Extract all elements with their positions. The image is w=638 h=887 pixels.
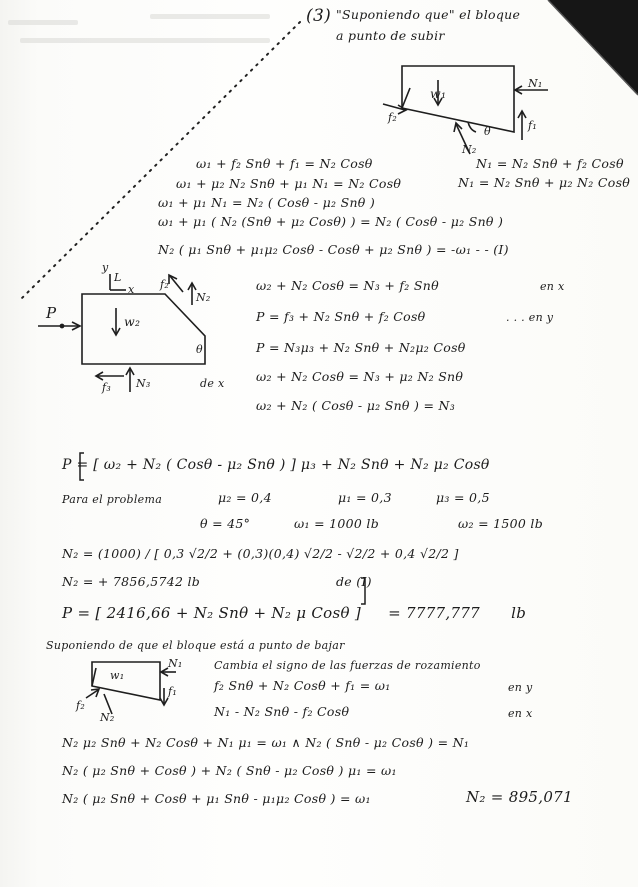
label-n2: N₂ xyxy=(462,143,477,156)
equation-line: N₂ ( μ₂ Snθ + Cosθ ) + N₂ ( Snθ - μ₂ Cosθ ) μ₁ = ω₁ xyxy=(62,763,397,778)
equation-line: ω₁ + f₂ Snθ + f₁ = N₂ Cosθ xyxy=(196,156,373,171)
equation-axis-tag: en x xyxy=(540,280,565,293)
p-value-result: = 7777,777 xyxy=(388,604,481,622)
block-diagram-3 xyxy=(86,662,176,714)
n2-result: N₂ = 895,071 xyxy=(466,788,573,806)
label-n1: N₁ xyxy=(528,77,543,90)
label-theta: θ xyxy=(196,343,203,356)
label-y-axis: y xyxy=(102,261,109,274)
label-n2: N₂ xyxy=(196,291,211,304)
equation-line: f₂ Snθ + N₂ Cosθ + f₁ = ω₁ xyxy=(214,678,391,693)
assumption-heading-line1: "Suponiendo que" el bloque xyxy=(336,7,521,22)
value-mu3: μ₃ = 0,5 xyxy=(436,490,490,505)
equation-axis-tag: en x xyxy=(508,707,533,720)
equation-line: ω₁ + μ₁ N₁ = N₂ ( Cosθ - μ₂ Snθ ) xyxy=(158,195,376,210)
value-w2: ω₂ = 1500 lb xyxy=(458,516,544,531)
problem-number: (3) xyxy=(306,6,331,26)
equation-line: ω₂ + N₂ Cosθ = N₃ + f₂ Snθ xyxy=(256,278,439,293)
label-f1: f₁ xyxy=(528,119,538,132)
equation-line: P = N₃μ₃ + N₂ Snθ + N₂μ₂ Cosθ xyxy=(256,340,466,355)
assumption-heading-line2: a punto de subir xyxy=(336,28,445,43)
n2-value: N₂ = + 7856,5742 lb xyxy=(62,574,201,589)
label-x-axis: x xyxy=(128,283,135,296)
label-w2: w₂ xyxy=(124,314,141,329)
label-f2: f₂ xyxy=(160,278,170,291)
label-n1: N₁ xyxy=(168,657,183,670)
equation-axis-tag: en y xyxy=(508,681,533,694)
problem-label: Para el problema xyxy=(62,493,163,506)
equation-axis-tag: . . . en y xyxy=(506,311,554,324)
equation-line: ω₂ + N₂ Cosθ = N₃ + μ₂ N₂ Snθ xyxy=(256,369,464,384)
label-theta: θ xyxy=(484,125,491,138)
label-de-x: de x xyxy=(200,377,225,390)
equation-line: ω₁ + μ₂ N₂ Snθ + μ₁ N₁ = N₂ Cosθ xyxy=(176,176,402,191)
equation-n1-line: N₁ = N₂ Snθ + μ₂ N₂ Cosθ xyxy=(458,175,631,190)
value-w1: ω₁ = 1000 lb xyxy=(294,516,380,531)
equation-line: N₁ - N₂ Snθ - f₂ Cosθ xyxy=(214,704,350,719)
value-theta: θ = 45° xyxy=(200,516,251,531)
value-mu1: μ₁ = 0,3 xyxy=(338,490,392,505)
equation-line: P = f₃ + N₂ Snθ + f₂ Cosθ xyxy=(256,309,426,324)
label-w1: w₁ xyxy=(110,669,125,682)
p-value xyxy=(62,606,526,621)
equation-line: N₂ μ₂ Snθ + N₂ Cosθ + N₁ μ₁ = ω₁ ∧ N₂ ( Snθ - μ₂ Cosθ ) = N₁ xyxy=(62,735,470,750)
label-w1: w₁ xyxy=(430,86,447,101)
equation-line: ω₂ + N₂ ( Cosθ - μ₂ Snθ ) = N₃ xyxy=(256,398,456,413)
label-n3: N₃ xyxy=(136,377,151,390)
label-f3: f₃ xyxy=(102,381,112,394)
equation-n1-line: N₁ = N₂ Snθ + f₂ Cosθ xyxy=(476,156,624,171)
n2-formula: N₂ = (1000) / [ 0,3 √2/2 + (0,3)(0,4) √2/2 - √2/2 + 0,4 √2/2 ] xyxy=(62,546,459,561)
label-p: P xyxy=(46,304,57,322)
block-diagram-2 xyxy=(38,271,205,392)
assumption-intro: Suponiendo de que el bloque está a punto de bajar xyxy=(46,639,345,652)
equation-line-eq-i: N₂ ( μ₁ Snθ + μ₁μ₂ Cosθ - Cosθ + μ₂ Snθ ) = -ω₁ - - (I) xyxy=(158,242,509,257)
p-value-unit: lb xyxy=(511,604,527,622)
label-f1: f₁ xyxy=(168,685,178,698)
reference-eq-i: de (I) xyxy=(336,574,372,589)
block-diagram-1 xyxy=(383,66,548,154)
equation-line: ω₁ + μ₁ ( N₂ (Snθ + μ₂ Cosθ) ) = N₂ ( Cosθ - μ₂ Snθ ) xyxy=(158,214,504,229)
value-mu2: μ₂ = 0,4 xyxy=(218,490,272,505)
p-value-expression: P = [ 2416,66 + N₂ Snθ + N₂ μ Cosθ ] xyxy=(62,604,362,622)
p-formula: P = [ ω₂ + N₂ ( Cosθ - μ₂ Snθ ) ] μ₃ + N₂ Snθ + N₂ μ₂ Cosθ xyxy=(62,457,490,473)
friction-sign-note: Cambia el signo de las fuerzas de rozamiento xyxy=(214,659,481,672)
equation-line: N₂ ( μ₂ Snθ + Cosθ + μ₁ Snθ - μ₁μ₂ Cosθ ) = ω₁ xyxy=(62,791,371,806)
label-f2: f₂ xyxy=(76,699,86,712)
label-n2: N₂ xyxy=(100,711,115,724)
label-f2: f₂ xyxy=(388,111,398,124)
label-l: L xyxy=(114,271,122,284)
